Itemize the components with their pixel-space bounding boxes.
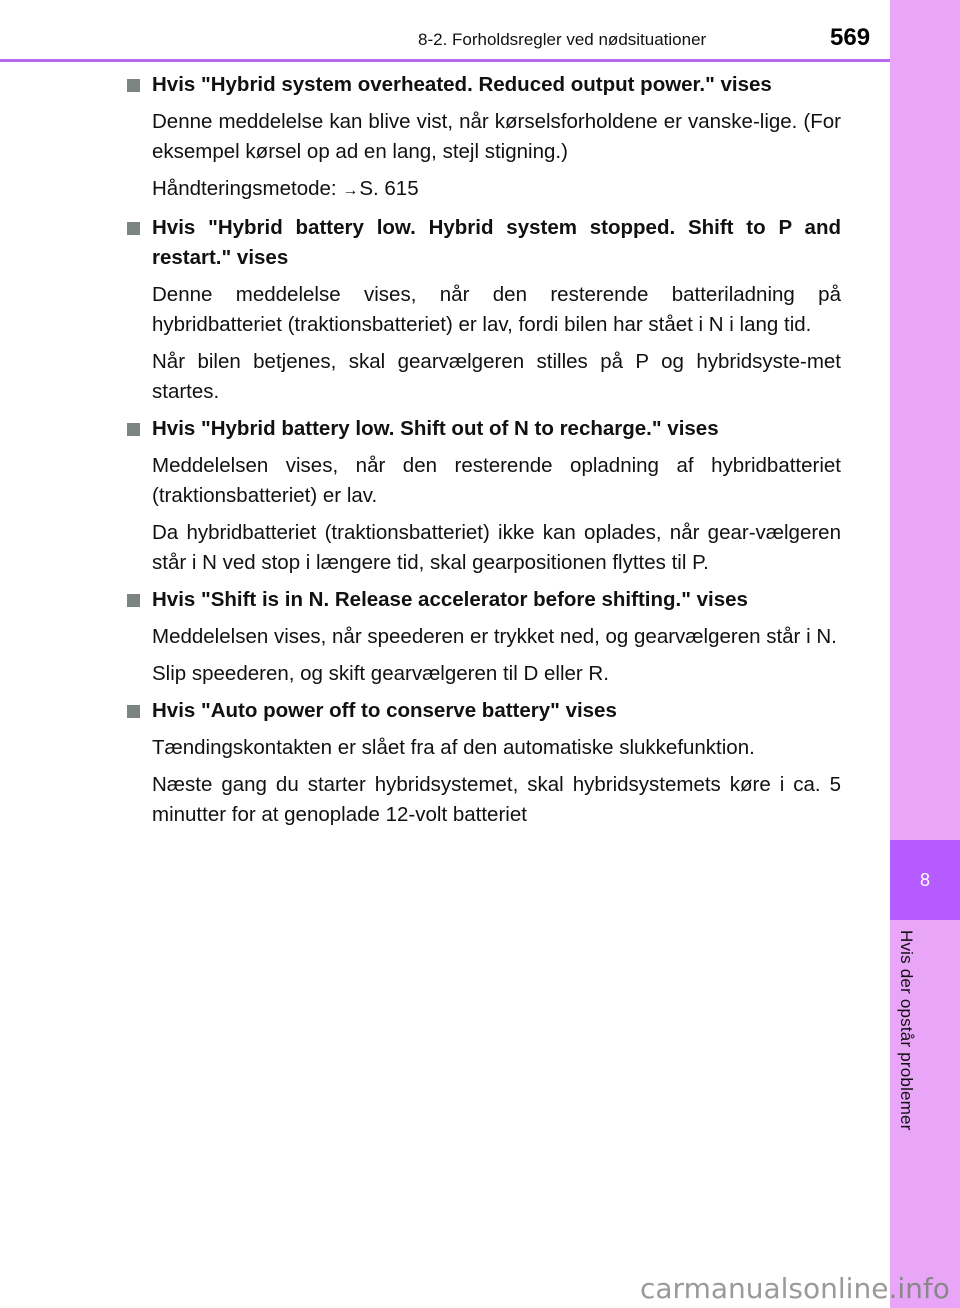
paragraph: Denne meddelelse kan blive vist, når kørselsforholdene er vanske-lige. (For eksempel kørsel op ad en lang, stejl stigning.) — [152, 110, 841, 163]
paragraph: Meddelelsen vises, når speederen er trykket ned, og gearvælgeren står i N. — [152, 625, 837, 648]
section-auto-power-off — [127, 696, 841, 830]
section-heading: Hvis "Auto power off to conserve battery" vises — [127, 696, 841, 726]
watermark: carmanualsonline.info — [640, 1272, 950, 1305]
paragraph: Slip speederen, og skift gearvælgeren til D eller R. — [152, 662, 609, 685]
arrow-right-icon: → — [342, 182, 359, 199]
paragraph: Tændingskontakten er slået fra af den automatiske slukkefunktion. — [152, 736, 755, 759]
paragraph: Da hybridbatteriet (traktionsbatteriet) ikke kan oplades, når gear-vælgeren står i N ved stop i længere tid, skal gearpositionen flyttes til P. — [152, 521, 841, 574]
chapter-title: Hvis der opstår problemer — [897, 930, 916, 1131]
paragraph: Næste gang du starter hybridsystemet, skal hybridsystemets køre i ca. 5 minutter for at genoplade 12-volt batteriet — [152, 773, 841, 826]
square-bullet-icon — [127, 594, 140, 607]
square-bullet-icon — [127, 222, 140, 235]
paragraph: Når bilen betjenes, skal gearvælgeren stilles på P og hybridsyste-met startes. — [152, 350, 841, 403]
chapter-tab[interactable] — [890, 840, 960, 920]
reference-label: Håndteringsmetode: — [152, 177, 337, 200]
section-heading: Hvis "Hybrid system overheated. Reduced output power." vises — [127, 70, 841, 100]
section-heading: Hvis "Hybrid battery low. Shift out of N to recharge." vises — [127, 414, 841, 444]
section-battery-low-stopped — [127, 213, 841, 407]
square-bullet-icon — [127, 705, 140, 718]
section-shift-in-n — [127, 585, 841, 689]
paragraph: Denne meddelelse vises, når den resterende batteriladning på hybridbatteriet (traktionsbatteriet) er lav, fordi bilen har stået i N i lang tid. — [152, 283, 841, 336]
section-battery-low-shift-out — [127, 414, 841, 578]
section-hybrid-overheated — [127, 70, 841, 206]
square-bullet-icon — [127, 79, 140, 92]
page-reference-link[interactable]: S. 615 — [359, 177, 419, 200]
section-title: 8-2. Forholdsregler ved nødsituationer — [418, 30, 707, 49]
square-bullet-icon — [127, 423, 140, 436]
section-heading: Hvis "Hybrid battery low. Hybrid system stopped. Shift to P and restart." vises — [127, 213, 841, 273]
paragraph: Meddelelsen vises, når den resterende opladning af hybridbatteriet (traktionsbatteriet) er lav. — [152, 454, 841, 507]
chapter-number: 8 — [919, 869, 930, 890]
header-rule — [0, 59, 890, 62]
reference-line — [127, 174, 841, 206]
page-number: 569 — [830, 24, 871, 51]
section-heading: Hvis "Shift is in N. Release accelerator before shifting." vises — [127, 585, 841, 615]
page-content — [127, 70, 841, 837]
